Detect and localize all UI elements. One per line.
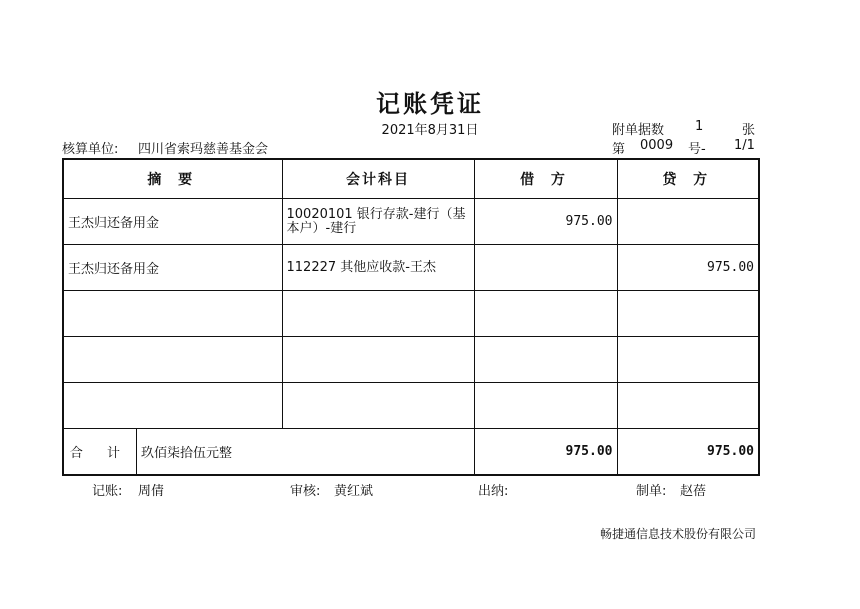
voucher-title: 记账凭证 [376, 90, 484, 118]
unit-name: 四川省索玛慈善基金会 [138, 142, 269, 157]
total-cell [63, 429, 474, 476]
row-credit [617, 199, 759, 245]
row-summary: 王杰归还备用金 [63, 199, 282, 245]
table-row [63, 199, 759, 245]
bookkeeper-label: 记账: [92, 484, 123, 499]
voucher-table [62, 158, 760, 476]
row-account: 10020101 银行存款-建行（基本户）-建行 [282, 199, 474, 245]
company-name: 畅捷通信息技术股份有限公司 [600, 527, 757, 541]
row-account: 112227 其他应收款-王杰 [282, 245, 474, 291]
row-debit [474, 337, 617, 383]
attach-count: 1 [695, 119, 704, 134]
page-indicator: 1/1 [734, 138, 755, 153]
table-row [63, 383, 759, 429]
cashier-label: 出纳: [478, 484, 509, 499]
row-debit [474, 383, 617, 429]
voucher-no-suffix: 号- [688, 142, 706, 157]
row-debit [474, 245, 617, 291]
total-label: 合 计 [64, 429, 137, 474]
row-credit: 975.00 [617, 245, 759, 291]
row-summary: 王杰归还备用金 [63, 245, 282, 291]
total-debit: 975.00 [474, 429, 617, 476]
maker-name: 赵蓓 [680, 484, 707, 499]
row-credit [617, 383, 759, 429]
table-header-row [63, 159, 759, 199]
table-row [63, 337, 759, 383]
row-summary [63, 337, 282, 383]
row-account [282, 291, 474, 337]
table-row [63, 291, 759, 337]
row-credit [617, 337, 759, 383]
table-row [63, 245, 759, 291]
row-summary [63, 291, 282, 337]
row-debit [474, 291, 617, 337]
voucher-no-prefix: 第 [612, 142, 626, 157]
row-account [282, 383, 474, 429]
unit-label: 核算单位: [62, 142, 119, 157]
column-header-summary: 摘 要 [63, 159, 282, 199]
row-account [282, 337, 474, 383]
column-header-debit: 借 方 [474, 159, 617, 199]
row-summary [63, 383, 282, 429]
voucher-date: 2021年8月31日 [381, 123, 479, 138]
total-credit: 975.00 [617, 429, 759, 476]
total-amount-words: 玖佰柒拾伍元整 [141, 446, 233, 461]
voucher-no: 0009 [640, 138, 674, 153]
column-header-account: 会计科目 [282, 159, 474, 199]
row-debit: 975.00 [474, 199, 617, 245]
attach-unit: 张 [742, 123, 756, 138]
bookkeeper-name: 周倩 [138, 484, 165, 499]
reviewer-label: 审核: [290, 484, 321, 499]
maker-label: 制单: [636, 484, 667, 499]
row-credit [617, 291, 759, 337]
column-header-credit: 贷 方 [617, 159, 759, 199]
total-row [63, 429, 759, 476]
attach-label: 附单据数 [612, 123, 665, 138]
reviewer-name: 黄红斌 [334, 484, 374, 499]
